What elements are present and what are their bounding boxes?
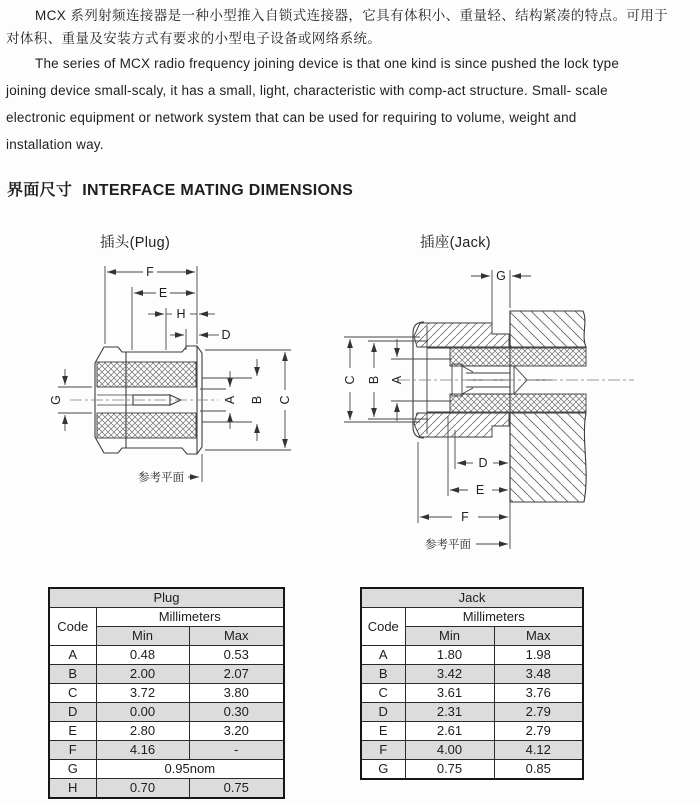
table-cell: 0.30 — [189, 703, 284, 722]
table-cell: A — [361, 646, 405, 665]
table-cell: 2.80 — [96, 722, 189, 741]
plug-dim-label-e: E — [158, 286, 168, 300]
table-row — [361, 646, 583, 665]
plug-dim-label-g: G — [49, 395, 63, 405]
intro-en-line2: joining device small-scaly, it has a small, light, characteristic with comp-act structure. Small- scale — [6, 83, 608, 98]
jack-table-title: Jack — [361, 588, 583, 608]
table-cell: 3.20 — [189, 722, 284, 741]
table-cell: B — [49, 665, 96, 684]
table-row — [361, 665, 583, 684]
plug-drawing-title: 插头(Plug) — [100, 235, 171, 251]
jack-body-outline — [413, 311, 586, 502]
intro-paragraph-en — [6, 50, 698, 158]
table-cell: - — [189, 741, 284, 760]
table-cell: 3.42 — [405, 665, 494, 684]
table-cell: C — [361, 684, 405, 703]
jack-table-unit-header: Millimeters — [405, 608, 583, 627]
intro-en-line3: electronic equipment or network system that can be used for requiring to volume, weight and — [6, 110, 577, 125]
section-heading — [7, 177, 353, 200]
jack-panel-hatch-bottom — [510, 413, 586, 502]
intro-paragraph-zh — [6, 4, 698, 50]
table-row — [49, 665, 284, 684]
table-row — [361, 741, 583, 760]
intro-zh-line2: 对体积、重量及安装方式有要求的小型电子设备或网络系统。 — [6, 31, 382, 46]
plug-insulator-hatch-top — [97, 362, 196, 387]
table-cell: 2.79 — [494, 703, 583, 722]
table-cell: 0.00 — [96, 703, 189, 722]
jack-drawing — [340, 252, 640, 570]
section-heading-zh: 界面尺寸 — [7, 182, 73, 199]
table-cell: F — [49, 741, 96, 760]
intro-zh-line1: MCX 系列射频连接器是一种小型推入自锁式连接器，它具有体积小、重量轻、结构紧凑的特点。可用于 — [35, 8, 669, 23]
table-row — [49, 760, 284, 779]
plug-dim-label-a: A — [223, 395, 237, 405]
jack-insulator-hatch-bottom — [450, 394, 586, 412]
jack-table-max-header: Max — [494, 627, 583, 646]
table-cell: F — [361, 741, 405, 760]
table-cell: E — [361, 722, 405, 741]
jack-dim-label-b: B — [367, 375, 381, 385]
table-cell: 3.80 — [189, 684, 284, 703]
plug-dim-label-b: B — [250, 395, 264, 405]
table-cell: 2.61 — [405, 722, 494, 741]
plug-reference-plane-label: 参考平面 — [138, 472, 184, 484]
plug-table-min-header: Min — [96, 627, 189, 646]
plug-table-title: Plug — [49, 588, 284, 608]
jack-drawing-title: 插座(Jack) — [420, 235, 491, 251]
table-cell: 3.48 — [494, 665, 583, 684]
table-cell: 2.79 — [494, 722, 583, 741]
jack-dim-label-g: G — [496, 269, 506, 283]
table-row — [49, 646, 284, 665]
plug-table-max-header: Max — [189, 627, 284, 646]
jack-reference-plane-label: 参考平面 — [425, 539, 471, 551]
table-cell: 0.53 — [189, 646, 284, 665]
table-cell: 1.98 — [494, 646, 583, 665]
table-cell: D — [49, 703, 96, 722]
jack-table-code-header: Code — [361, 608, 405, 646]
table-cell: E — [49, 722, 96, 741]
table-row — [49, 684, 284, 703]
table-cell: A — [49, 646, 96, 665]
table-cell: H — [49, 779, 96, 799]
table-cell: 2.07 — [189, 665, 284, 684]
table-row — [361, 722, 583, 741]
table-cell: C — [49, 684, 96, 703]
jack-insulator-hatch-top — [450, 348, 586, 366]
table-row — [361, 760, 583, 780]
table-cell: 4.12 — [494, 741, 583, 760]
plug-dim-label-d: D — [221, 328, 231, 342]
intro-en-line4: installation way. — [6, 137, 104, 152]
table-cell: D — [361, 703, 405, 722]
table-cell: 0.85 — [494, 760, 583, 780]
table-cell: 0.75 — [189, 779, 284, 799]
table-cell: B — [361, 665, 405, 684]
table-row — [49, 741, 284, 760]
jack-dim-label-d: D — [478, 456, 488, 470]
jack-dim-label-c: C — [343, 375, 357, 385]
table-row — [361, 684, 583, 703]
plug-dim-label-f: F — [146, 265, 154, 279]
table-cell: 3.76 — [494, 684, 583, 703]
jack-spec-table — [360, 587, 584, 780]
table-row — [361, 703, 583, 722]
intro-en-line1: The series of MCX radio frequency joining device is that one kind is since pushed the lock type — [35, 56, 620, 71]
table-cell: 0.95nom — [96, 760, 284, 779]
plug-drawing — [40, 252, 320, 502]
plug-table-unit-header: Millimeters — [96, 608, 284, 627]
table-cell: G — [361, 760, 405, 780]
jack-dim-label-a: A — [390, 375, 404, 385]
jack-table-min-header: Min — [405, 627, 494, 646]
table-row — [49, 779, 284, 799]
table-row — [49, 703, 284, 722]
jack-dim-label-f: F — [461, 510, 469, 524]
table-cell: 1.80 — [405, 646, 494, 665]
table-cell: G — [49, 760, 96, 779]
table-cell: 3.72 — [96, 684, 189, 703]
section-heading-en: INTERFACE MATING DIMENSIONS — [82, 182, 354, 199]
plug-dim-label-h: H — [176, 307, 186, 321]
jack-panel-hatch-top — [510, 311, 586, 347]
table-cell: 0.70 — [96, 779, 189, 799]
table-cell: 4.16 — [96, 741, 189, 760]
table-cell: 4.00 — [405, 741, 494, 760]
plug-dim-label-c: C — [278, 395, 292, 405]
jack-shell-hatch-top — [414, 323, 509, 347]
table-cell: 3.61 — [405, 684, 494, 703]
table-cell: 2.00 — [96, 665, 189, 684]
table-row — [49, 722, 284, 741]
jack-shell-hatch-bottom — [414, 413, 509, 437]
plug-spec-table — [48, 587, 285, 799]
plug-table-code-header: Code — [49, 608, 96, 646]
table-cell: 0.48 — [96, 646, 189, 665]
plug-insulator-hatch-bottom — [97, 413, 196, 438]
jack-dim-label-e: E — [475, 483, 485, 497]
table-cell: 0.75 — [405, 760, 494, 780]
table-cell: 2.31 — [405, 703, 494, 722]
